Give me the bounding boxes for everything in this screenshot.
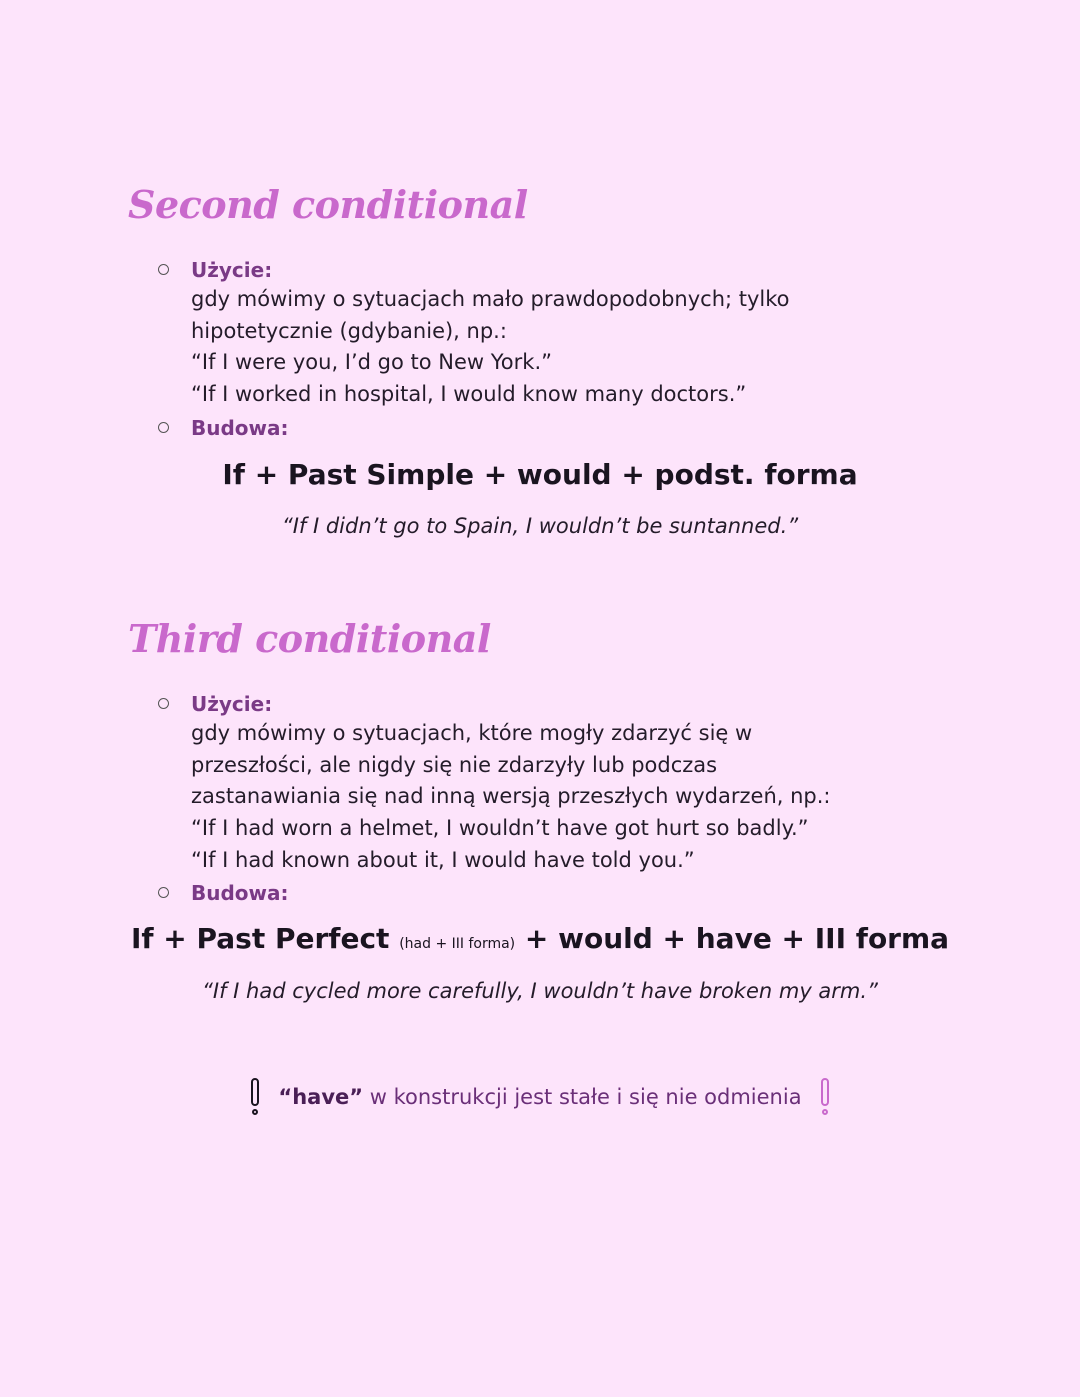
third-usage-line: przeszłości, ale nigdy się nie zdarzyły lub podczas: [191, 752, 718, 777]
second-usage-label: Użycie:: [191, 258, 273, 282]
second-usage-line: “If I worked in hospital, I would know many doctors.”: [191, 382, 747, 407]
third-formula-end: + would + have + III forma: [524, 922, 950, 955]
third-usage-line: zastanawiania się nad inną wersją przeszłych wydarzeń, np.:: [191, 784, 831, 809]
third-formula-note: (had + III forma): [399, 936, 516, 952]
note-highlight: “have”: [278, 1085, 364, 1109]
third-example: “If I had cycled more carefully, I wouldn’t have broken my arm.”: [202, 979, 878, 1003]
exclamation-icon: [818, 1078, 832, 1118]
exclamation-icon: [248, 1078, 262, 1118]
third-usage-line: “If I had worn a helmet, I wouldn’t have got hurt so badly.”: [191, 816, 809, 841]
second-formula: If + Past Simple + would + podst. forma: [222, 458, 858, 491]
second-example: “If I didn’t go to Spain, I wouldn’t be suntanned.”: [281, 514, 799, 538]
third-structure-label: Budowa:: [191, 881, 289, 905]
third-usage-line: gdy mówimy o sytuacjach, które mogły zdarzyć się w: [191, 721, 753, 745]
second-conditional-title: Second conditional: [128, 182, 528, 227]
third-formula-start: If + Past Perfect: [130, 922, 390, 955]
second-usage-text: [191, 284, 951, 411]
bullet-icon: [158, 422, 169, 433]
third-conditional-title: Third conditional: [128, 616, 491, 661]
second-usage-line: gdy mówimy o sytuacjach mało prawdopodobnych; tylko: [191, 287, 790, 311]
second-usage-line: hipotetycznie (gdybanie), np.:: [191, 318, 507, 343]
third-usage-text: [191, 718, 951, 877]
second-usage-line: “If I were you, I’d go to New York.”: [191, 350, 553, 375]
note-text: w konstrukcji jest stałe i się nie odmienia: [369, 1085, 802, 1109]
second-structure-label: Budowa:: [191, 416, 289, 440]
third-usage-line: “If I had known about it, I would have told you.”: [191, 847, 695, 872]
bullet-icon: [158, 264, 169, 275]
bullet-icon: [158, 698, 169, 709]
third-formula: [0, 922, 1080, 955]
bullet-icon: [158, 887, 169, 898]
note: [0, 1078, 1080, 1118]
third-usage-label: Użycie:: [191, 692, 273, 716]
